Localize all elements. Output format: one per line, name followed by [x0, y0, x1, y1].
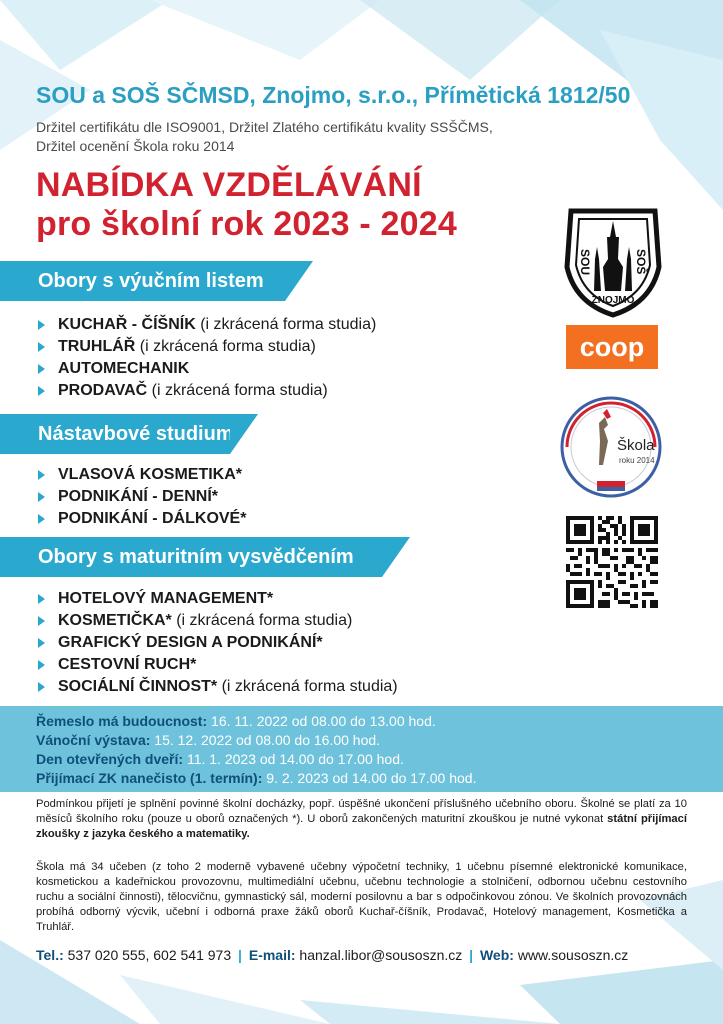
bullet-triangle-icon: [38, 638, 45, 648]
headline-school-year: pro školní rok 2023 - 2024: [36, 205, 457, 243]
coop-logo: [566, 325, 658, 369]
event-line: Přijímací ZK nanečisto (1. termín): 9. 2. 2023 od 14.00 do 17.00 hod.: [36, 770, 477, 786]
list-item: VLASOVÁ KOSMETIKA*: [36, 464, 246, 486]
certificate-line-2: Držitel ocenění Škola roku 2014: [36, 138, 235, 154]
headline-offer: NABÍDKA VZDĚLÁVÁNÍ: [36, 166, 422, 204]
certificate-line-1: Držitel certifikátu dle ISO9001, Držitel Zlatého certifikátu kvality SSŠČMS,: [36, 119, 493, 135]
school-name: SOU a SOŠ SČMSD, Znojmo, s.r.o., Přímětická 1812/50: [36, 82, 631, 108]
event-line: Den otevřených dveří: 11. 1. 2023 od 14.00 do 17.00 hod.: [36, 751, 404, 767]
contact-line: Tel.: 537 020 555, 602 541 973 | E-mail: hanzal.libor@sousoszn.cz | Web: www.sousoszn.cz: [36, 947, 629, 963]
bullet-triangle-icon: [38, 364, 45, 374]
section-title-vocational: Obory s výučním listem: [0, 261, 285, 301]
bullet-triangle-icon: [38, 470, 45, 480]
bullet-triangle-icon: [38, 616, 45, 626]
list-item: TRUHLÁŘ (i zkrácená forma studia): [36, 336, 376, 358]
badge-title: Škola: [617, 437, 655, 454]
bullet-triangle-icon: [38, 492, 45, 502]
events-band: [0, 706, 723, 792]
badge-year: roku 2014: [619, 456, 655, 465]
list-item: PODNIKÁNÍ - DENNÍ*: [36, 486, 246, 508]
list-item: KUCHAŘ - ČÍŠNÍK (i zkrácená forma studia): [36, 314, 376, 336]
bullet-triangle-icon: [38, 660, 45, 670]
list-item: KOSMETIČKA* (i zkrácená forma studia): [36, 610, 398, 632]
extension-list: [36, 464, 246, 530]
phone-numbers[interactable]: 537 020 555, 602 541 973: [63, 947, 236, 963]
bullet-triangle-icon: [38, 682, 45, 692]
tel-label: Tel.:: [36, 947, 64, 963]
list-item: PODNIKÁNÍ - DÁLKOVÉ*: [36, 508, 246, 530]
web-label: Web:: [476, 947, 514, 963]
section-title-extension: Nástavbové studium: [0, 414, 230, 454]
list-item: GRAFICKÝ DESIGN A PODNIKÁNÍ*: [36, 632, 398, 654]
web-link[interactable]: www.sousoszn.cz: [513, 947, 629, 963]
maturity-list: [36, 588, 398, 698]
shield-right-text: SOŠ: [634, 249, 648, 275]
list-item: PRODAVAČ (i zkrácená forma studia): [36, 380, 376, 402]
bullet-triangle-icon: [38, 514, 45, 524]
shield-left-text: SOU: [578, 249, 592, 276]
bullet-triangle-icon: [38, 386, 45, 396]
qr-code[interactable]: [566, 516, 658, 608]
bullet-triangle-icon: [38, 320, 45, 330]
email-link[interactable]: hanzal.libor@sousoszn.cz: [295, 947, 467, 963]
facilities-paragraph: Škola má 34 učeben (z toho 2 moderně vybavené učebny výpočetní techniky, 1 učebnu písemné elektronické komunikace, kosmetickou a kadeřnickou provozovnu, multimediální učebnu, učebnu technologie a stolničení, odbornou učebnu cestovního ruchu a sociální činnosti), tělocvičnu, gymnastický sál, moderní posilovnu a bar s odpočinkovou zónou. Ve školních provozovnách probíhá odborný výcvik, učební i odborná praxe žáků oborů Kuchař-číšník, Prodavač, Hotelový management, Kosmetička a Truhlář.: [36, 861, 687, 933]
bullet-triangle-icon: [38, 342, 45, 352]
shield-bottom-text: ZNOJMO: [591, 295, 635, 306]
vocational-list: [36, 314, 376, 402]
school-of-year-badge: [559, 395, 663, 499]
event-line: Řemeslo má budoucnost: 16. 11. 2022 od 08.00 do 13.00 hod.: [36, 713, 436, 729]
section-title-maturity: Obory s maturitním vysvědčením: [0, 537, 382, 577]
list-item: CESTOVNÍ RUCH*: [36, 654, 398, 676]
list-item: HOTELOVÝ MANAGEMENT*: [36, 588, 398, 610]
list-item: AUTOMECHANIK: [36, 358, 376, 380]
bullet-triangle-icon: [38, 594, 45, 604]
coop-text: coop: [579, 332, 645, 362]
event-line: Vánoční výstava: 15. 12. 2022 od 08.00 do 16.00 hod.: [36, 732, 381, 748]
school-shield-logo: [563, 207, 663, 319]
list-item: SOCIÁLNÍ ČINNOST* (i zkrácená forma studia): [36, 676, 398, 698]
admission-paragraph: Podmínkou přijetí je splnění povinné školní docházky, popř. úspěšné ukončení příslušného učebního oboru. Školné se platí za 10 měsíců školního roku (pouze u oborů označených *). U oborů zakončených maturitní zkouškou je nutné vykonat státní přijímací zkoušky z jazyka českého a matematiky.: [36, 798, 687, 840]
email-label: E-mail:: [244, 947, 296, 963]
